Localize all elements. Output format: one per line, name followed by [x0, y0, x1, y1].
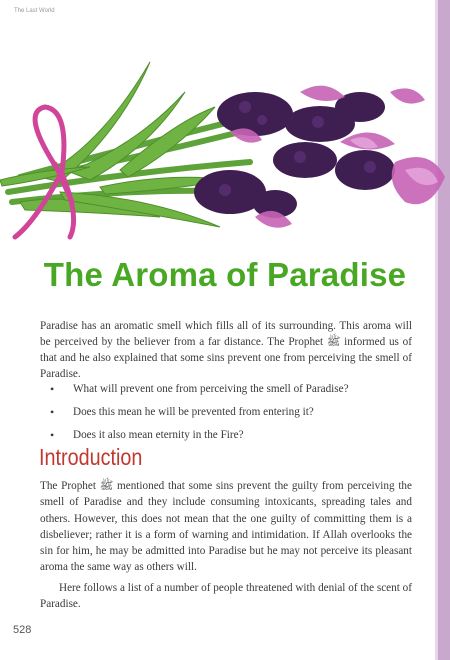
section-heading: Introduction	[39, 444, 143, 470]
bullet-icon: •	[50, 428, 55, 442]
body-paragraph: Here follows a list of a number of people threatened with denial of the scent of Paradise.	[40, 582, 412, 611]
intro-paragraph: Paradise has an aromatic smell which fills all of its surrounding. This aroma will be perceived by the believer from a far distance. The Prophet ﷺ informed us of that and he also explained that some sins prevent one from perceiving the smell of Paradise.	[40, 320, 412, 380]
list-item: • Does it also mean eternity in the Fire?	[50, 428, 244, 442]
running-head: The Last World	[14, 8, 55, 14]
page-title: The Aroma of Paradise	[43, 256, 407, 293]
page-number: 528	[13, 624, 32, 636]
list-item: • What will prevent one from perceiving the smell of Paradise?	[50, 382, 349, 396]
body-paragraph: The Prophet ﷺ mentioned that some sins prevent the guilty from perceiving the smell of Paradise and they include consuming intoxicants, spreading tales and others. However, this does not mean that the one guilty of committing them is a disbeliever; rather it is a form of warning and intimidation. If Allah overlooks the sin for him, he may be admitted into Paradise but he may not perceive its pleasant aroma the same way as others will.	[40, 480, 412, 574]
bullet-icon: •	[50, 382, 55, 396]
list-item: • Does this mean he will be prevented from entering it?	[50, 405, 314, 419]
question-list	[40, 381, 412, 450]
lavender-bouquet-image	[0, 52, 450, 242]
bullet-icon: •	[50, 405, 55, 419]
